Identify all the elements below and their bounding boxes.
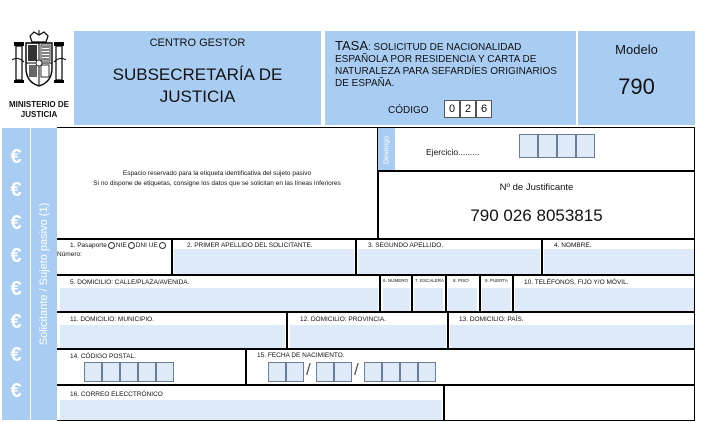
- etiqueta-area: [60, 170, 374, 187]
- codigo-digit-3: 6: [476, 100, 492, 118]
- fecha-anio-digit-box[interactable]: [418, 362, 436, 382]
- field-3-label: 3. SEGUNDO APELLIDO.: [368, 242, 444, 249]
- divider: [541, 239, 543, 275]
- domicilio-calle-input[interactable]: [60, 288, 378, 311]
- divider: [443, 385, 445, 421]
- fecha-mes-digit-box[interactable]: [334, 362, 352, 382]
- modelo-value: 790: [618, 74, 655, 99]
- date-separator: /: [306, 360, 311, 379]
- tasa-box: [325, 31, 576, 125]
- codigo-digit-1: 0: [444, 100, 460, 118]
- tasa-text: : SOLICITUD DE NACIONALIDAD ESPAÑOLA POR RESIDENCIA Y CARTA DE NATURALEZA PARA SEFARDÍES ORIGINARIOS DE ESPAÑA.: [335, 42, 557, 89]
- ejercicio-digit-box[interactable]: [519, 134, 538, 158]
- modelo-label: Modelo: [615, 42, 658, 57]
- field-9-label: 9. PUERTA: [485, 278, 508, 283]
- telefonos-input[interactable]: [515, 288, 694, 311]
- codigo-postal-digit-box[interactable]: [120, 362, 138, 382]
- correo-electronico-input[interactable]: [60, 400, 442, 420]
- divider: [57, 348, 695, 350]
- tasa-label: TASA: [335, 38, 368, 53]
- field-14-label: 14. CÓDIGO POSTAL.: [70, 353, 136, 360]
- ejercicio-label: Ejercicio.........: [426, 147, 480, 157]
- pais-input[interactable]: [450, 325, 694, 348]
- field-6-label: 6. NÚMERO: [383, 278, 409, 283]
- centro-gestor-label: CENTRO GESTOR: [149, 37, 246, 49]
- field-7-label: 7. ESCALERA: [415, 278, 445, 283]
- justificante-value: 790 026 8053815: [470, 206, 603, 225]
- divider: [171, 239, 173, 275]
- field-4-label: 4. NOMBRE.: [554, 242, 592, 249]
- codigo-postal-digit-box[interactable]: [84, 362, 102, 382]
- field-2-label: 2. PRIMER APELLIDO DEL SOLICITANTE.: [187, 242, 313, 249]
- codigo-label: CÓDIGO: [388, 105, 429, 116]
- tasa-description: [335, 40, 570, 90]
- euro-strip: [2, 128, 30, 420]
- numero-input[interactable]: [383, 288, 410, 311]
- field-1-label: 1. Pasaporte: [70, 242, 107, 250]
- etiqueta-line-1: Espacio reservado para la etiqueta identificativa del sujeto pasivo: [122, 170, 312, 177]
- codigo-postal-digit-box[interactable]: [156, 362, 174, 382]
- modelo-box: [578, 31, 695, 125]
- field-13-label: 13. DOMICILIO: PAÍS.: [459, 316, 524, 323]
- numero-label: Número:: [57, 251, 82, 258]
- fecha-anio-digit-box[interactable]: [400, 362, 418, 382]
- divider: [378, 170, 695, 172]
- devengo-label: Devengo: [383, 135, 390, 164]
- field-8-label: 8. PISO: [453, 278, 469, 283]
- euro-icon: €: [10, 380, 22, 402]
- centro-gestor-value: SUBSECRETARÍA DE JUSTICIA: [112, 65, 283, 106]
- divider: [286, 312, 288, 349]
- field-10-label: 10. TELÉFONOS, FIJO Y/O MÓVIL.: [524, 279, 629, 286]
- divider: [355, 239, 357, 275]
- devengo-strip: [378, 128, 395, 171]
- fecha-dia-digit-box[interactable]: [286, 362, 304, 382]
- ejercicio-digit-box[interactable]: [576, 134, 595, 158]
- date-separator: /: [354, 360, 359, 379]
- provincia-input[interactable]: [290, 325, 446, 348]
- field-15-label: 15. FECHA DE NACIMIENTO.: [257, 352, 345, 359]
- ejercicio-digit-box[interactable]: [557, 134, 576, 158]
- euro-icon: €: [10, 212, 22, 234]
- codigo-postal-digit-box[interactable]: [138, 362, 156, 382]
- field-12-label: 12. DOMICILIO: PROVINCIA.: [300, 316, 386, 323]
- nombre-input[interactable]: [544, 249, 694, 274]
- divider: [411, 275, 413, 312]
- codigo-digit-2: 2: [460, 100, 476, 118]
- divider: [57, 238, 695, 240]
- euro-icon: €: [10, 278, 22, 300]
- pasaporte-radio[interactable]: [108, 242, 115, 249]
- field-16-label: 16. CORREO ELECCTRÓNICO: [70, 391, 163, 398]
- euro-icon: €: [10, 179, 22, 201]
- solicitante-vertical-label: Solicitante / Sujeto pasivo (1): [38, 202, 50, 346]
- nie-label: NIE: [115, 242, 127, 250]
- fecha-dia-digit-box[interactable]: [268, 362, 286, 382]
- pasaporte-label: [70, 242, 167, 249]
- divider: [57, 274, 695, 276]
- dni-ue-label: DNI UE: [135, 242, 158, 250]
- fecha-mes-digit-box[interactable]: [316, 362, 334, 382]
- divider: [445, 275, 447, 312]
- ministerio-label: MINISTERIO DE JUSTICIA: [8, 100, 69, 119]
- divider: [512, 275, 514, 312]
- divider: [57, 384, 695, 386]
- divider: [57, 311, 695, 313]
- puerta-input[interactable]: [482, 288, 511, 311]
- divider: [479, 275, 481, 312]
- centro-gestor-box: [74, 31, 321, 125]
- fecha-anio-digit-box[interactable]: [364, 362, 382, 382]
- codigo-postal-digit-box[interactable]: [102, 362, 120, 382]
- primer-apellido-input[interactable]: [174, 249, 354, 274]
- euro-icon: €: [10, 245, 22, 267]
- divider: [379, 275, 381, 312]
- ejercicio-digit-box[interactable]: [538, 134, 557, 158]
- dni-ue-radio[interactable]: [159, 242, 166, 249]
- field-5-label: 5. DOMICILIO: CALLE/PLAZA/AVENIDA.: [70, 279, 190, 286]
- nie-radio[interactable]: [128, 242, 135, 249]
- divider: [245, 349, 247, 385]
- solicitante-vertical-strip: [31, 128, 57, 420]
- euro-icon: €: [10, 146, 22, 168]
- euro-icon: €: [10, 344, 22, 366]
- segundo-apellido-input[interactable]: [358, 249, 540, 274]
- divider: [447, 312, 449, 349]
- escalera-input[interactable]: [414, 288, 443, 311]
- euro-icon: €: [10, 311, 22, 333]
- field-11-label: 11. DOMICILIO: MUNICIPIO.: [70, 316, 155, 323]
- piso-input[interactable]: [448, 288, 477, 311]
- municipio-input[interactable]: [60, 325, 285, 348]
- justificante-label: Nº de Justificante: [499, 182, 574, 193]
- etiqueta-line-2: Si no dispone de etiquetas, consigne los datos que se solicitan en las líneas inferiores: [93, 180, 341, 187]
- fecha-anio-digit-box[interactable]: [382, 362, 400, 382]
